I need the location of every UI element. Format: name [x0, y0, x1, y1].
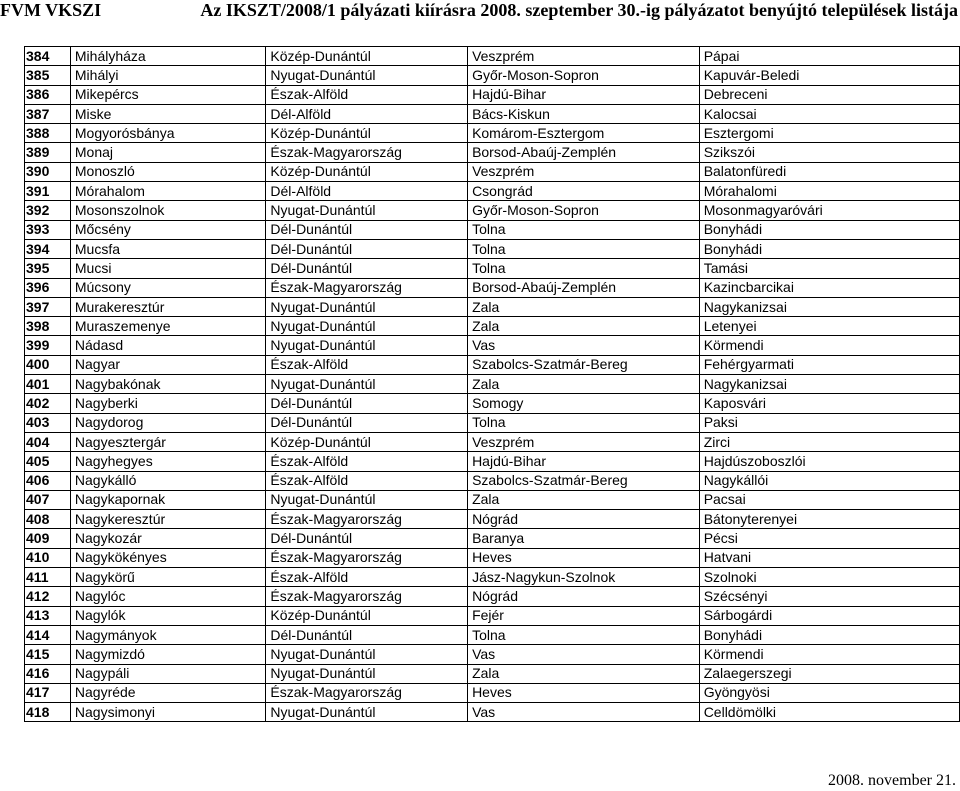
county-cell: Nógrád — [468, 587, 700, 606]
county-cell: Komárom-Esztergom — [468, 124, 700, 143]
settlement-name-cell: Nagykozár — [70, 529, 266, 548]
region-cell: Észak-Magyarország — [266, 510, 468, 529]
county-cell: Tolna — [468, 625, 700, 644]
county-cell: Tolna — [468, 220, 700, 239]
table-row — [25, 259, 960, 278]
county-cell: Borsod-Abaúj-Zemplén — [468, 143, 700, 162]
table-row — [25, 490, 960, 509]
settlement-name-cell: Nagyberki — [70, 394, 266, 413]
settlement-name-cell: Mihályi — [70, 66, 266, 85]
county-cell: Bács-Kiskun — [468, 104, 700, 123]
settlements-table-body — [25, 47, 960, 722]
settlement-name-cell: Nagylók — [70, 606, 266, 625]
settlement-name-cell: Nagyesztergár — [70, 432, 266, 451]
county-cell: Vas — [468, 336, 700, 355]
settlement-name-cell: Mihályháza — [70, 47, 266, 66]
row-number-cell: 411 — [25, 568, 71, 587]
micro-region-cell: Nagykanizsai — [699, 375, 959, 394]
county-cell: Zala — [468, 664, 700, 683]
table-row — [25, 683, 960, 702]
micro-region-cell: Pécsi — [699, 529, 959, 548]
county-cell: Zala — [468, 297, 700, 316]
county-cell: Borsod-Abaúj-Zemplén — [468, 278, 700, 297]
region-cell: Nyugat-Dunántúl — [266, 66, 468, 85]
settlement-name-cell: Múcsony — [70, 278, 266, 297]
micro-region-cell: Körmendi — [699, 645, 959, 664]
micro-region-cell: Kazincbarcikai — [699, 278, 959, 297]
region-cell: Dél-Alföld — [266, 182, 468, 201]
county-cell: Szabolcs-Szatmár-Bereg — [468, 355, 700, 374]
region-cell: Nyugat-Dunántúl — [266, 336, 468, 355]
micro-region-cell: Nagykanizsai — [699, 297, 959, 316]
micro-region-cell: Szikszói — [699, 143, 959, 162]
region-cell: Észak-Magyarország — [266, 548, 468, 567]
county-cell: Fejér — [468, 606, 700, 625]
row-number-cell: 393 — [25, 220, 71, 239]
settlement-name-cell: Nagymányok — [70, 625, 266, 644]
settlement-name-cell: Mucsi — [70, 259, 266, 278]
county-cell: Veszprém — [468, 162, 700, 181]
table-row — [25, 548, 960, 567]
region-cell: Észak-Alföld — [266, 568, 468, 587]
micro-region-cell: Fehérgyarmati — [699, 355, 959, 374]
county-cell: Baranya — [468, 529, 700, 548]
settlements-table-container — [24, 46, 960, 722]
table-row — [25, 182, 960, 201]
county-cell: Tolna — [468, 413, 700, 432]
county-cell: Heves — [468, 548, 700, 567]
footer-date: 2008. november 21. — [828, 772, 956, 789]
table-row — [25, 645, 960, 664]
settlement-name-cell: Monaj — [70, 143, 266, 162]
settlement-name-cell: Miske — [70, 104, 266, 123]
row-number-cell: 394 — [25, 239, 71, 258]
county-cell: Zala — [468, 490, 700, 509]
row-number-cell: 416 — [25, 664, 71, 683]
settlements-table — [24, 46, 960, 722]
row-number-cell: 409 — [25, 529, 71, 548]
region-cell: Közép-Dunántúl — [266, 162, 468, 181]
settlement-name-cell: Nagylóc — [70, 587, 266, 606]
row-number-cell: 417 — [25, 683, 71, 702]
region-cell: Észak-Magyarország — [266, 587, 468, 606]
row-number-cell: 386 — [25, 85, 71, 104]
micro-region-cell: Letenyei — [699, 317, 959, 336]
micro-region-cell: Szolnoki — [699, 568, 959, 587]
settlement-name-cell: Mucsfa — [70, 239, 266, 258]
region-cell: Nyugat-Dunántúl — [266, 490, 468, 509]
micro-region-cell: Pacsai — [699, 490, 959, 509]
micro-region-cell: Bonyhádi — [699, 220, 959, 239]
row-number-cell: 410 — [25, 548, 71, 567]
micro-region-cell: Hajdúszoboszlói — [699, 452, 959, 471]
settlement-name-cell: Mosonszolnok — [70, 201, 266, 220]
county-cell: Győr-Moson-Sopron — [468, 201, 700, 220]
table-row — [25, 143, 960, 162]
table-row — [25, 587, 960, 606]
row-number-cell: 385 — [25, 66, 71, 85]
micro-region-cell: Mórahalomi — [699, 182, 959, 201]
table-row — [25, 375, 960, 394]
micro-region-cell: Zalaegerszegi — [699, 664, 959, 683]
row-number-cell: 390 — [25, 162, 71, 181]
settlement-name-cell: Murakeresztúr — [70, 297, 266, 316]
region-cell: Nyugat-Dunántúl — [266, 664, 468, 683]
row-number-cell: 395 — [25, 259, 71, 278]
settlement-name-cell: Nagyar — [70, 355, 266, 374]
micro-region-cell: Hatvani — [699, 548, 959, 567]
region-cell: Dél-Dunántúl — [266, 239, 468, 258]
table-row — [25, 703, 960, 722]
micro-region-cell: Nagykállói — [699, 471, 959, 490]
table-row — [25, 239, 960, 258]
row-number-cell: 401 — [25, 375, 71, 394]
region-cell: Észak-Alföld — [266, 85, 468, 104]
row-number-cell: 403 — [25, 413, 71, 432]
micro-region-cell: Bonyhádi — [699, 625, 959, 644]
settlement-name-cell: Nagydorog — [70, 413, 266, 432]
settlement-name-cell: Mogyorósbánya — [70, 124, 266, 143]
region-cell: Dél-Alföld — [266, 104, 468, 123]
table-row — [25, 201, 960, 220]
region-cell: Nyugat-Dunántúl — [266, 375, 468, 394]
table-row — [25, 413, 960, 432]
table-row — [25, 529, 960, 548]
settlement-name-cell: Nádasd — [70, 336, 266, 355]
row-number-cell: 405 — [25, 452, 71, 471]
settlement-name-cell: Mikepércs — [70, 85, 266, 104]
table-row — [25, 355, 960, 374]
table-row — [25, 104, 960, 123]
region-cell: Dél-Dunántúl — [266, 259, 468, 278]
county-cell: Nógrád — [468, 510, 700, 529]
county-cell: Somogy — [468, 394, 700, 413]
table-row — [25, 278, 960, 297]
county-cell: Veszprém — [468, 432, 700, 451]
table-row — [25, 336, 960, 355]
settlement-name-cell: Nagymizdó — [70, 645, 266, 664]
row-number-cell: 388 — [25, 124, 71, 143]
row-number-cell: 408 — [25, 510, 71, 529]
row-number-cell: 406 — [25, 471, 71, 490]
county-cell: Hajdú-Bihar — [468, 452, 700, 471]
region-cell: Dél-Dunántúl — [266, 394, 468, 413]
region-cell: Nyugat-Dunántúl — [266, 645, 468, 664]
table-row — [25, 432, 960, 451]
micro-region-cell: Körmendi — [699, 336, 959, 355]
row-number-cell: 392 — [25, 201, 71, 220]
settlement-name-cell: Nagyréde — [70, 683, 266, 702]
table-row — [25, 47, 960, 66]
micro-region-cell: Sárbogárdi — [699, 606, 959, 625]
row-number-cell: 397 — [25, 297, 71, 316]
county-cell: Heves — [468, 683, 700, 702]
micro-region-cell: Szécsényi — [699, 587, 959, 606]
micro-region-cell: Mosonmagyaróvári — [699, 201, 959, 220]
region-cell: Észak-Magyarország — [266, 278, 468, 297]
row-number-cell: 418 — [25, 703, 71, 722]
region-cell: Nyugat-Dunántúl — [266, 703, 468, 722]
table-row — [25, 606, 960, 625]
document-title: Az IKSZT/2008/1 pályázati kiírásra 2008. szeptember 30.-ig pályázatot benyújtó települések listája — [200, 0, 958, 20]
county-cell: Zala — [468, 375, 700, 394]
table-row — [25, 162, 960, 181]
region-cell: Nyugat-Dunántúl — [266, 201, 468, 220]
settlement-name-cell: Monoszló — [70, 162, 266, 181]
region-cell: Közép-Dunántúl — [266, 47, 468, 66]
region-cell: Dél-Dunántúl — [266, 220, 468, 239]
settlement-name-cell: Nagykeresztúr — [70, 510, 266, 529]
county-cell: Jász-Nagykun-Szolnok — [468, 568, 700, 587]
row-number-cell: 399 — [25, 336, 71, 355]
settlement-name-cell: Nagykapornak — [70, 490, 266, 509]
region-cell: Nyugat-Dunántúl — [266, 297, 468, 316]
county-cell: Szabolcs-Szatmár-Bereg — [468, 471, 700, 490]
row-number-cell: 398 — [25, 317, 71, 336]
settlement-name-cell: Mőcsény — [70, 220, 266, 239]
region-cell: Dél-Dunántúl — [266, 625, 468, 644]
micro-region-cell: Bonyhádi — [699, 239, 959, 258]
table-row — [25, 317, 960, 336]
row-number-cell: 402 — [25, 394, 71, 413]
settlement-name-cell: Nagypáli — [70, 664, 266, 683]
region-cell: Dél-Dunántúl — [266, 413, 468, 432]
table-row — [25, 471, 960, 490]
settlement-name-cell: Nagykörű — [70, 568, 266, 587]
county-cell: Győr-Moson-Sopron — [468, 66, 700, 85]
row-number-cell: 387 — [25, 104, 71, 123]
table-row — [25, 568, 960, 587]
micro-region-cell: Kalocsai — [699, 104, 959, 123]
table-row — [25, 625, 960, 644]
table-row — [25, 66, 960, 85]
table-row — [25, 85, 960, 104]
row-number-cell: 413 — [25, 606, 71, 625]
settlement-name-cell: Nagybakónak — [70, 375, 266, 394]
row-number-cell: 412 — [25, 587, 71, 606]
micro-region-cell: Celldömölki — [699, 703, 959, 722]
region-cell: Észak-Magyarország — [266, 143, 468, 162]
table-row — [25, 297, 960, 316]
row-number-cell: 414 — [25, 625, 71, 644]
table-row — [25, 124, 960, 143]
region-cell: Közép-Dunántúl — [266, 606, 468, 625]
county-cell: Hajdú-Bihar — [468, 85, 700, 104]
page-header — [0, 0, 960, 22]
table-row — [25, 452, 960, 471]
county-cell: Tolna — [468, 259, 700, 278]
settlement-name-cell: Mórahalom — [70, 182, 266, 201]
row-number-cell: 415 — [25, 645, 71, 664]
settlement-name-cell: Muraszemenye — [70, 317, 266, 336]
county-cell: Tolna — [468, 239, 700, 258]
row-number-cell: 407 — [25, 490, 71, 509]
row-number-cell: 384 — [25, 47, 71, 66]
row-number-cell: 396 — [25, 278, 71, 297]
table-row — [25, 510, 960, 529]
micro-region-cell: Esztergomi — [699, 124, 959, 143]
organization-name: FVM VKSZI — [0, 0, 102, 20]
table-row — [25, 664, 960, 683]
region-cell: Dél-Dunántúl — [266, 529, 468, 548]
table-row — [25, 394, 960, 413]
county-cell: Veszprém — [468, 47, 700, 66]
micro-region-cell: Gyöngyösi — [699, 683, 959, 702]
settlement-name-cell: Nagysimonyi — [70, 703, 266, 722]
micro-region-cell: Balatonfüredi — [699, 162, 959, 181]
settlement-name-cell: Nagykökényes — [70, 548, 266, 567]
county-cell: Vas — [468, 645, 700, 664]
micro-region-cell: Debreceni — [699, 85, 959, 104]
row-number-cell: 404 — [25, 432, 71, 451]
micro-region-cell: Paksi — [699, 413, 959, 432]
region-cell: Közép-Dunántúl — [266, 124, 468, 143]
region-cell: Észak-Alföld — [266, 452, 468, 471]
settlement-name-cell: Nagyhegyes — [70, 452, 266, 471]
region-cell: Nyugat-Dunántúl — [266, 317, 468, 336]
county-cell: Vas — [468, 703, 700, 722]
row-number-cell: 391 — [25, 182, 71, 201]
region-cell: Közép-Dunántúl — [266, 432, 468, 451]
micro-region-cell: Zirci — [699, 432, 959, 451]
region-cell: Észak-Magyarország — [266, 683, 468, 702]
region-cell: Észak-Alföld — [266, 355, 468, 374]
micro-region-cell: Tamási — [699, 259, 959, 278]
county-cell: Zala — [468, 317, 700, 336]
row-number-cell: 400 — [25, 355, 71, 374]
micro-region-cell: Kaposvári — [699, 394, 959, 413]
micro-region-cell: Bátonyterenyei — [699, 510, 959, 529]
micro-region-cell: Kapuvár-Beledi — [699, 66, 959, 85]
county-cell: Csongrád — [468, 182, 700, 201]
region-cell: Észak-Alföld — [266, 471, 468, 490]
table-row — [25, 220, 960, 239]
settlement-name-cell: Nagykálló — [70, 471, 266, 490]
micro-region-cell: Pápai — [699, 47, 959, 66]
row-number-cell: 389 — [25, 143, 71, 162]
